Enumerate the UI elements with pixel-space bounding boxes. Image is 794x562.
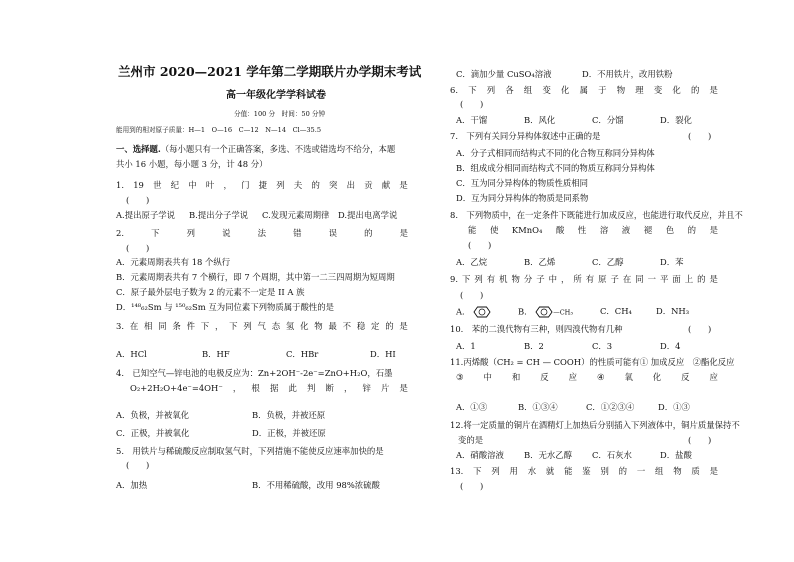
q12-opt-b: B．无水乙醇 [524,450,573,460]
q9-stem-token: 9. [450,274,458,284]
q11-opt-b: B．①③④ [518,402,558,412]
q5-paren: ( ) [126,460,150,470]
q4-opt-b: B．负极，并被还原 [252,410,326,420]
q3-stem-token: 定 [371,321,380,331]
q3-stem-token: 态 [271,321,281,331]
q3-stem-token: 3. [116,321,124,331]
q3-stem-token: 的 [385,321,394,331]
q1-stem-token: 献 [381,180,391,190]
q11-line2-token: 中 [483,372,492,382]
q6-stem [450,85,718,96]
q7-opt-d: D．互为同分异构体的物质是同系物 [456,193,589,203]
q8-line2-token: 使 [489,225,499,235]
q3-stem-token: 下 [229,321,238,331]
q11-line2-token: 反 [540,372,549,382]
q9-stem-token: 有 [486,274,496,284]
q11-line2-token: 氧 [624,372,633,382]
q2-paren: ( ) [126,243,150,253]
q2-opt-b: B．元素周期表共有 7 个横行，即 7 个周期，其中第一二三四周期为短周期 [116,272,395,282]
q8-opt-a: A．乙烷 [456,257,488,267]
q12-line2: 变的是 [458,435,484,445]
q13-stem-token: 就 [545,466,555,476]
q5-opt-d: D．不用铁片，改用铁粉 [582,69,673,79]
q12-line1: 12.将一定质量的铜片在酒精灯上加热后分别插入下列液体中，铜片质量保持不 [450,420,740,430]
q11-line2-token: ④ [596,372,605,382]
q4-line2-token: O₂+2H₂O+4e⁻=4OH⁻ [130,383,223,393]
exam-title: 兰州市 2020—2021 学年第二学期联片办学期末考试 [118,64,422,79]
q6-stem-token: 是 [709,85,718,95]
q13-paren: ( ) [460,481,484,491]
q11-line1: 11.丙烯酸（CH₂ = CH — COOH）的性质可能有① 加成反应 ②酯化反应 [450,357,735,367]
q13-stem-token: 13. [450,466,464,476]
q1-stem-token: ， [223,180,232,190]
q10-stem: 10. 苯的二溴代物有三种，则四溴代物有几种 [450,324,623,334]
q9-stem-token: 分 [523,274,533,284]
q1-stem-token: 夫 [293,180,303,190]
q13-stem-token: 别 [600,466,609,476]
q8-paren: ( ) [468,240,492,250]
section1-desc-2: 共小 16 小题，每小题 3 分，计 48 分） [116,159,268,169]
q1-stem-token: 贡 [364,180,373,190]
q1-stem-token: 出 [346,180,356,190]
q1-stem-token: 门 [241,180,250,190]
q6-stem-token: 于 [598,85,607,95]
q9-stem-token: 中 [548,274,557,284]
q1-stem-token: 捷 [258,180,268,190]
atomic-mass-line: 能用到的相对原子质量：H—1 O—16 C—12 N—14 Cl—35.5 [116,126,322,134]
q13-stem-token: 一 [636,466,646,476]
q6-stem-token: 组 [523,85,533,95]
q1-opt-d: D.提出电离学说 [338,210,398,220]
q2-opt-a: A．元素周期表共有 18 个纵行 [116,257,231,267]
q10-opt-d: D．4 [660,341,681,351]
q1-stem-token: 中 [188,180,197,190]
q3-opt-d: D．HI [370,349,396,359]
q4-opt-a: A．负极，并被氧化 [116,410,190,420]
q2-stem-token: 错 [293,228,302,238]
q9-opt-b-suffix: —CH₃ [553,308,573,317]
q6-opt-c: C．分馏 [592,115,624,125]
q13-stem-token: 用 [509,466,518,476]
q11-line2-token: 和 [511,372,521,382]
q13-stem-token: 列 [491,466,500,476]
q9-stem-token: 所 [573,274,582,284]
section1-desc-1: （每小题只有一个正确答案，多选、不选或错选均不给分，本题 [160,144,396,154]
q9-stem-token: 同 [635,274,644,284]
q6-stem-token: 理 [635,85,644,95]
q3-stem-token: 氢 [285,321,295,331]
q2-stem-token: 的 [364,228,373,238]
q8-line2-token: 溶 [599,225,609,235]
exam-subtitle: 高一年级化学学科试卷 [226,90,326,101]
q3-stem-token: 同 [158,321,167,331]
q1-opt-a: A.提出原子学说 [116,210,175,220]
q13-stem-token: 能 [564,466,573,476]
q7-stem: 7. 下列有关同分异构体叙述中正确的是 [450,131,601,141]
q3-opt-b: B．HF [202,349,230,359]
q1-stem-token: 世 [153,180,162,190]
q11-line2-token: 应 [568,372,577,382]
q1-stem [116,180,408,191]
q4-line2-token: 此 [288,383,297,393]
q3-stem-token: 条 [172,321,181,331]
q8-opt-d: D．苯 [660,257,684,267]
q6-stem-token: 列 [486,85,496,95]
q13-stem-token: 组 [655,466,664,476]
q3-stem-token: 是 [399,321,408,331]
q13-stem-token: 鉴 [582,466,591,476]
q9-stem-token: 子 [610,274,619,284]
q10-paren: ( ) [688,324,712,334]
q2-stem [116,228,408,239]
q3-stem-token: 列 [243,321,252,331]
q9-opt-a [456,306,491,318]
q13-stem-token: 下 [473,466,482,476]
q12-opt-c: C．石灰水 [592,450,632,460]
q6-stem-token: 各 [505,85,514,95]
q4-opt-d: D．正极，并被还原 [252,428,326,438]
q9-stem-token: 列 [474,274,483,284]
q11-line2 [456,372,718,383]
q13-stem [450,466,718,477]
q8-line2-token: 褪 [643,225,653,235]
q9-stem-token: 下 [462,274,471,284]
q6-stem-token: 化 [561,85,570,95]
q2-stem-token: 是 [399,228,408,238]
section1-heading: 一、选择题. [116,144,161,154]
q9-stem-token: 的 [697,274,706,284]
q9-stem-token: 机 [499,274,508,284]
q1-stem-token: 纪 [170,180,180,190]
q10-opt-c: C．3 [592,341,613,351]
q10-opt-b: B．2 [524,341,544,351]
q1-stem-token: 的 [311,180,320,190]
q8-line2-token: 能 [468,225,477,235]
q3-stem-token: 相 [144,321,153,331]
q9-paren: ( ) [460,290,484,300]
q2-opt-d: D．¹⁴⁸₆₂Sm 与 ¹⁵⁰₆₂Sm 互为同位素下列物质属于酸性的是 [116,302,335,312]
q8-line2 [468,225,718,236]
q3-stem-token: 下 [200,321,210,331]
q11-line2-token: 化 [652,372,662,382]
q4-line2-token: ， [232,383,242,393]
q9-stem-token: 子 [536,274,545,284]
q2-stem-token: 说 [222,228,231,238]
q4-line2-token: 根 [251,383,260,393]
q4-line2-token: 锌 [362,383,371,393]
q9-stem-token: 上 [684,274,694,284]
q13-stem-token: 质 [691,466,700,476]
q5-opt-a: A．加热 [116,480,148,490]
q2-stem-token: 下 [151,228,160,238]
q6-stem-token: 变 [653,85,663,95]
q2-stem-token: 法 [257,228,266,238]
section1-line1 [116,144,395,155]
q6-stem-token: 下 [468,85,477,95]
q3-stem-token: 最 [328,321,337,331]
q9-stem-token: 有 [585,274,595,284]
q13-stem-token: 物 [673,466,682,476]
q2-stem-token: 误 [328,228,337,238]
q6-opt-d: D．裂化 [660,115,692,125]
q1-stem-token: 突 [329,180,338,190]
q9-stem-token: 是 [709,274,718,284]
q7-opt-c: C．互为同分异构体的物质性质相同 [456,178,589,188]
q3-stem-token: 件 [186,321,195,331]
q11-opt-a: A．①③ [456,402,488,412]
q12-opt-d: D．盐酸 [660,450,692,460]
q3-opt-a: A．HCl [116,349,147,359]
q3-stem-token: 在 [129,321,139,331]
q8-line2-token: KMnO₄ [511,225,543,235]
q11-opt-d: D．①③ [658,402,690,412]
q11-opt-c: C．①②③④ [586,402,635,412]
q9-opt-c: C．CH₄ [600,306,632,316]
q1-stem-token: 叶 [205,180,215,190]
q4-opt-c: C．正极，并被氧化 [116,428,190,438]
q4-line1: 4. 已知空气—锌电池的电极反应为：Zn+2OH⁻-2e⁻=ZnO+H₂O，石墨 [116,368,393,378]
q13-stem-token: 的 [618,466,628,476]
q4-line2-token: 是 [399,383,408,393]
q2-stem-token: 列 [186,228,195,238]
q6-stem-token: 属 [579,85,588,95]
q8-line2-token: 是 [709,225,718,235]
q3-stem-token: ， [214,321,224,331]
q6-paren: ( ) [460,99,484,109]
q9-stem [450,274,718,285]
q9-opt-b [518,306,573,319]
benzene-ring-icon [473,306,491,318]
q3-stem-token: 化 [300,321,309,331]
q9-opt-b-label: B． [518,306,533,317]
q1-stem-token: 列 [276,180,285,190]
q13-stem-token: 是 [709,466,718,476]
q6-stem-token: 变 [542,85,551,95]
q6-stem-token: 的 [690,85,700,95]
q8-line1: 8. 下列物质中，在一定条件下既能进行加成反应，也能进行取代反应，并且不 [450,210,743,220]
q9-stem-token: 物 [511,274,520,284]
q9-stem-token: 面 [672,274,681,284]
q8-line2-token: 的 [687,225,697,235]
q3-stem-token: 不 [342,321,351,331]
q1-paren: ( ) [126,195,150,205]
q1-opt-c: C.发现元素周期律 [262,210,330,220]
q9-stem-token: 平 [660,274,669,284]
q4-line2 [130,383,408,394]
q8-line2-token: 色 [665,225,675,235]
q8-line2-token: 酸 [555,225,565,235]
q1-stem-token: 1. [116,180,124,190]
q7-opt-b: B．组成成分相同而结构式不同的物质互称同分异构体 [456,163,655,173]
q9-opt-a-label: A． [456,306,471,317]
q6-stem-token: 6. [450,85,458,95]
q3-stem-token: 稳 [356,321,366,331]
q8-opt-c: C．乙醇 [592,257,624,267]
q8-opt-b: B．乙烯 [524,257,556,267]
q1-opt-b: B.提出分子学说 [189,210,249,220]
q6-stem-token: 物 [616,85,626,95]
q13-stem-token: 水 [527,466,537,476]
q12-opt-a: A．硝酸溶液 [456,450,504,460]
q7-paren: ( ) [688,131,712,141]
q5-opt-c: C．滴加少量 CuSO₄溶液 [456,69,552,79]
q10-opt-a: A．1 [456,341,476,351]
q7-opt-a: A．分子式相同而结构式不同的化合物互称同分异构体 [456,148,655,158]
q6-opt-b: B．风化 [524,115,556,125]
exam-meta: 分值：100 分 时间：50 分钟 [234,110,326,118]
q9-stem-token: ， [561,274,570,284]
q4-line2-token: 判 [306,383,316,393]
q4-line2-token: 据 [269,383,279,393]
q3-stem-token: 气 [257,321,266,331]
benzene-ring-icon [535,306,553,318]
q4-line2-token: 片 [381,383,390,393]
q8-line2-token: 性 [577,225,587,235]
q1-stem-token: 是 [399,180,408,190]
q3-stem-token: 物 [314,321,323,331]
q3-opt-c: C．HBr [286,349,319,359]
q6-opt-a: A．干馏 [456,115,488,125]
q9-stem-token: 一 [647,274,656,284]
q9-stem-token: 原 [598,274,607,284]
q5-line1: 5. 用铁片与稀硫酸反应制取氢气时，下列措施不能使反应速率加快的是 [116,446,384,456]
q2-stem-token: 2. [116,228,124,238]
q2-opt-c: C．原子最外层电子数为 2 的元素不一定是 II A 族 [116,287,305,297]
q6-stem-token: 化 [672,85,681,95]
q5-opt-b: B．不用稀硫酸，改用 98%浓硫酸 [252,480,380,490]
q9-opt-d: D．NH₃ [656,306,690,316]
q3-stem [116,321,408,332]
q4-line2-token: 断 [325,383,334,393]
q9-stem-token: 在 [622,274,632,284]
q4-line2-token: ， [344,383,353,393]
q11-line2-token: 反 [681,372,690,382]
q11-line2-token: ③ [456,372,464,382]
q8-line2-token: 液 [621,225,631,235]
q1-stem-token: 19 [133,180,144,190]
q12-paren: ( ) [688,435,712,445]
q11-line2-token: 应 [709,372,718,382]
